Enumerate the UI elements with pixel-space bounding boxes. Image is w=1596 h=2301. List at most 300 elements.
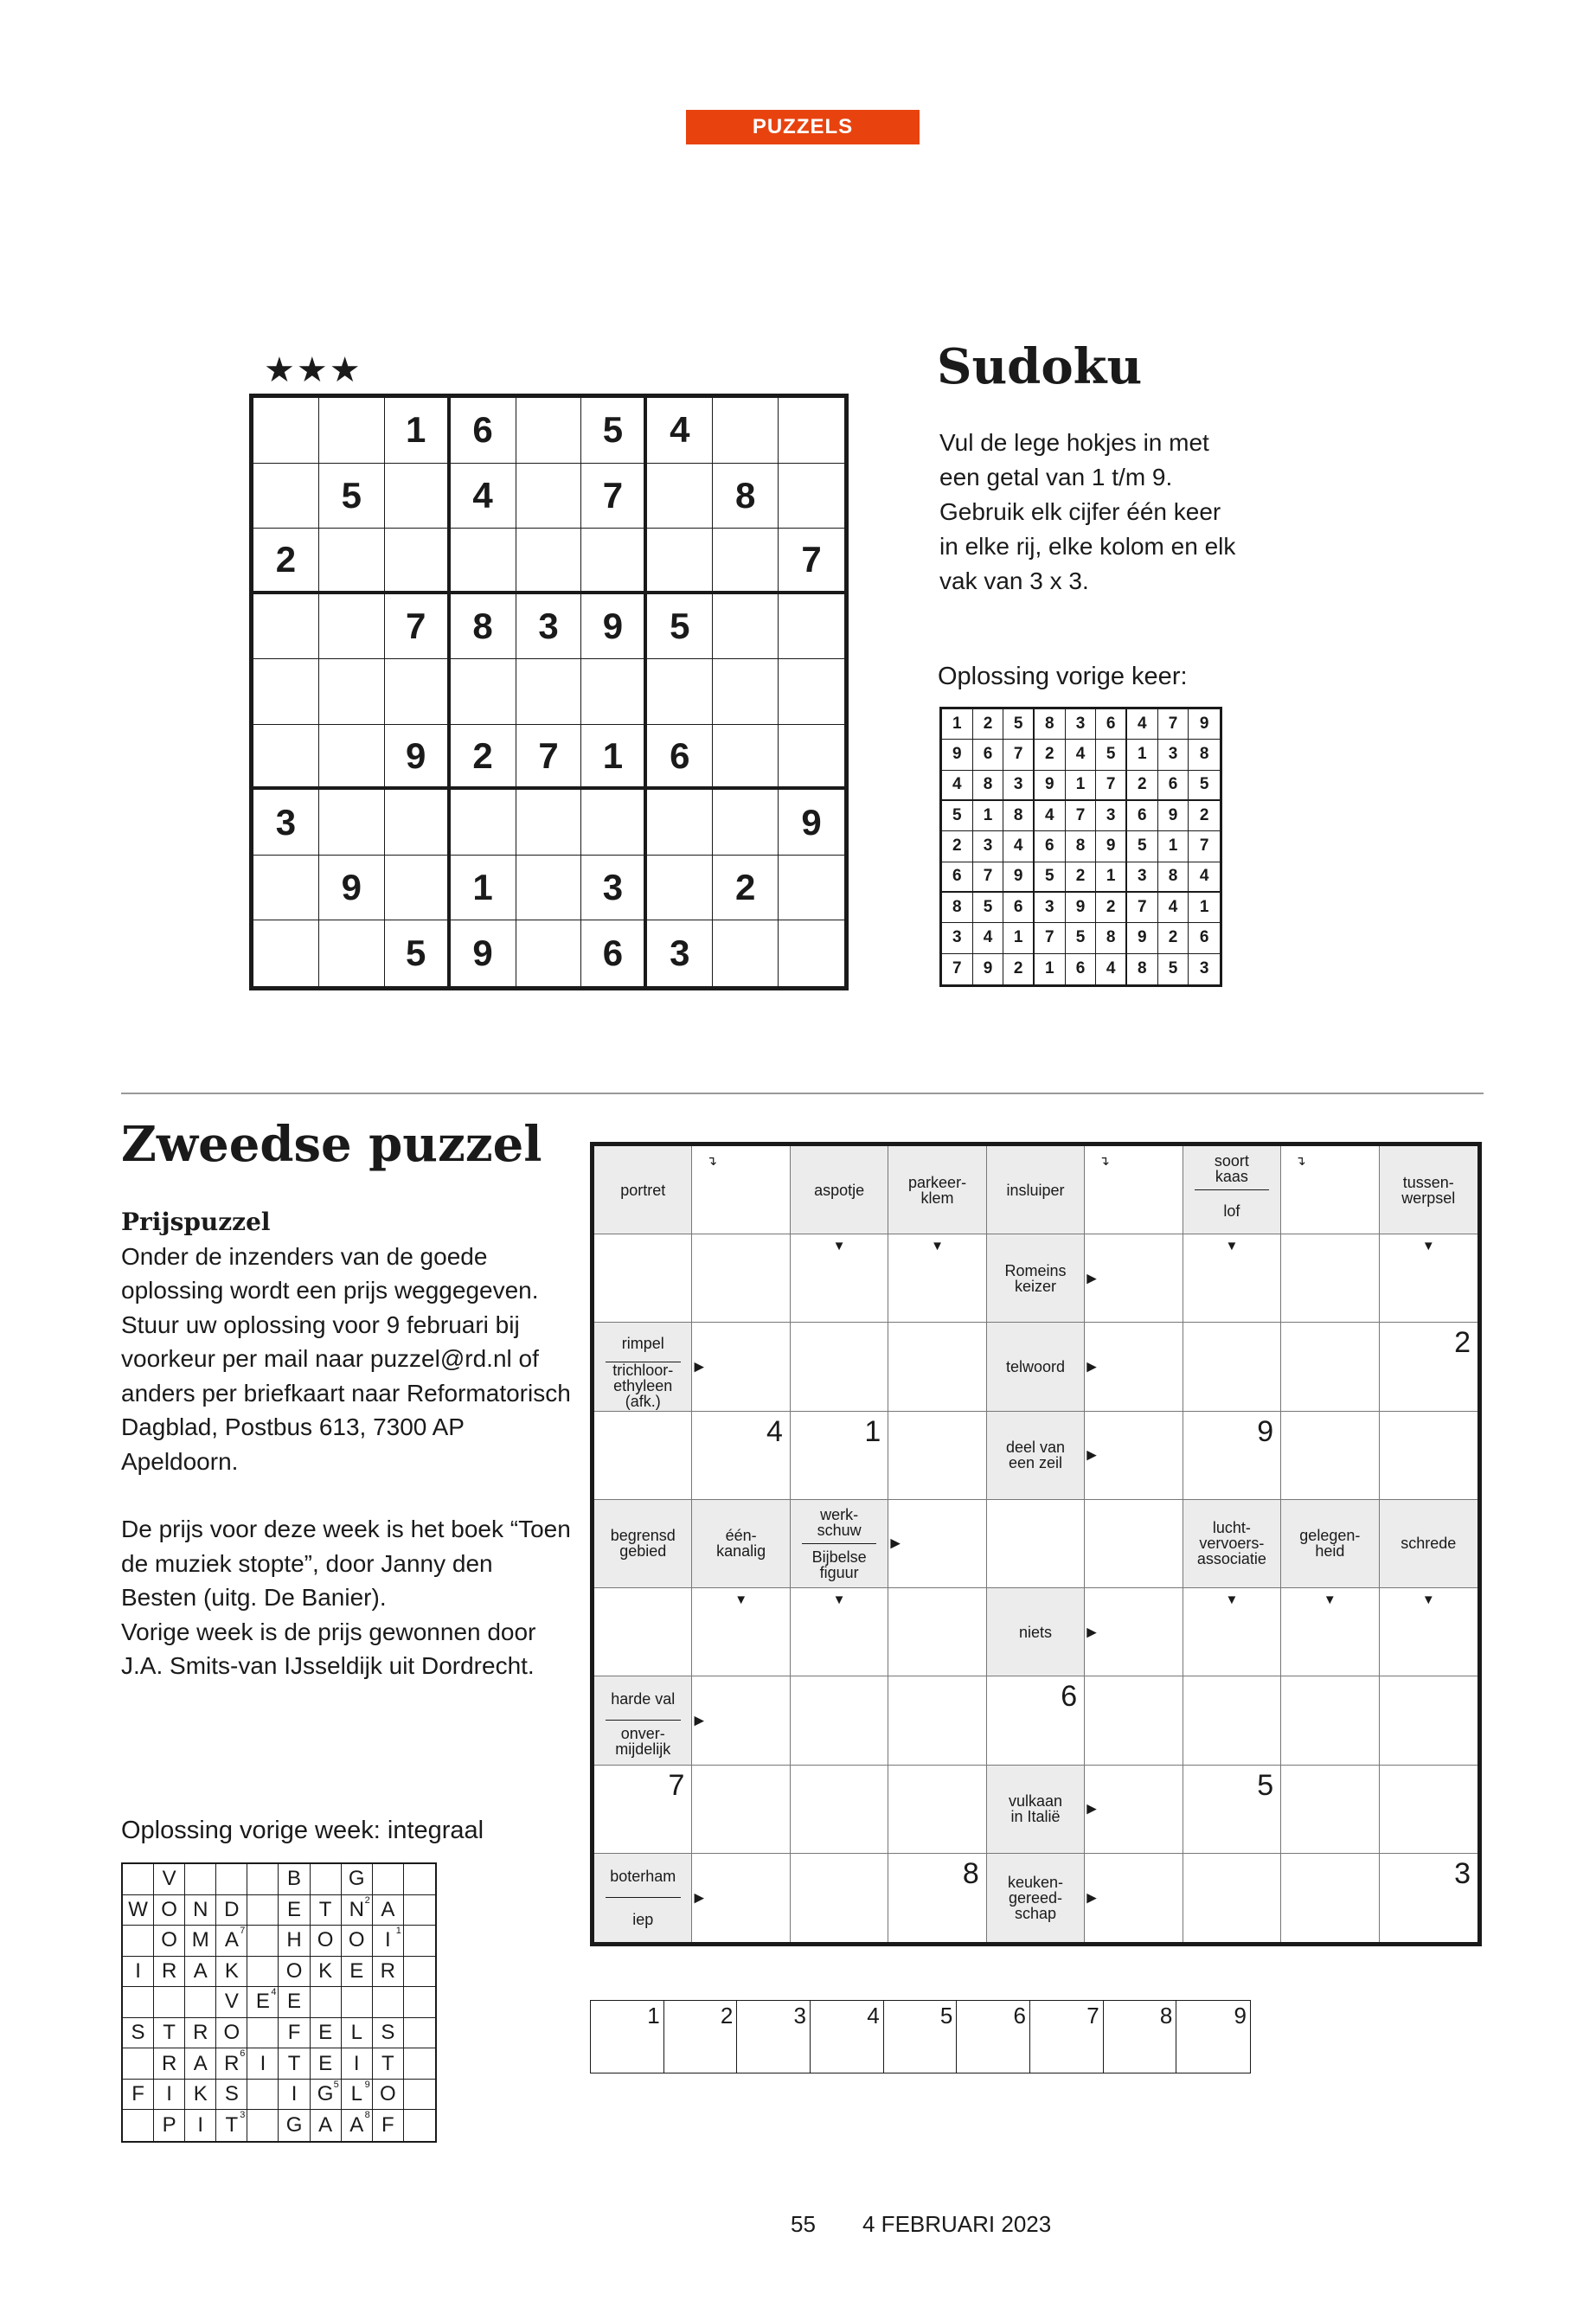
sudoku-cell[interactable] — [451, 529, 516, 594]
sudoku-cell[interactable]: 7 — [385, 594, 451, 660]
answer-cell[interactable] — [888, 1588, 986, 1676]
solution-cell: 9 — [1189, 709, 1220, 740]
sudoku-cell[interactable] — [581, 790, 647, 856]
sudoku-cell[interactable]: 8 — [451, 594, 516, 660]
sudoku-cell[interactable] — [713, 529, 779, 594]
answer-cell[interactable] — [1085, 1676, 1183, 1765]
sudoku-cell[interactable] — [385, 856, 451, 921]
answer-cell[interactable] — [1380, 1323, 1477, 1411]
answer-cell[interactable] — [888, 1323, 986, 1411]
answer-box-number: 1 — [647, 2003, 660, 2029]
answer-cell[interactable] — [1183, 1234, 1281, 1323]
sudoku-cell[interactable] — [779, 398, 844, 464]
solution-letter: O — [380, 2082, 396, 2106]
sudoku-cell[interactable] — [581, 529, 647, 594]
sudoku-cell[interactable]: 4 — [451, 464, 516, 529]
sudoku-cell[interactable] — [713, 920, 779, 986]
sudoku-cell[interactable]: 5 — [647, 594, 713, 660]
prize-heading: Prijspuzzel — [121, 1208, 271, 1236]
prize-winner: Vorige week is de prijs gewonnen door J.A. Smits-van IJsseldijk uit Dordrecht. — [121, 1618, 536, 1679]
sudoku-cell[interactable] — [647, 529, 713, 594]
clue-text-second: iep — [632, 1910, 654, 1928]
sudoku-cell[interactable] — [647, 856, 713, 921]
sudoku-cell[interactable] — [319, 920, 385, 986]
sudoku-cell[interactable]: 3 — [581, 856, 647, 921]
clue-text-second: trichloor- ethyleen (afk.) — [612, 1361, 674, 1410]
sudoku-cell[interactable]: 1 — [581, 725, 647, 791]
solution-number: 5 — [1257, 1768, 1274, 1802]
sudoku-cell[interactable] — [779, 856, 844, 921]
solution-cell: 8 — [1158, 862, 1189, 893]
sudoku-cell[interactable] — [253, 398, 319, 464]
sudoku-cell[interactable] — [385, 659, 451, 725]
previous-week-label: Oplossing vorige week: integraal — [121, 1817, 484, 1844]
solution-letter-cell — [311, 1957, 342, 1988]
sudoku-cell[interactable] — [253, 659, 319, 725]
clue-text-second: onver- mijdelijk — [615, 1725, 671, 1759]
solution-cell: 9 — [942, 740, 973, 770]
solution-cell: 9 — [1003, 862, 1035, 893]
solution-letter-cell — [311, 1864, 342, 1895]
answer-cell[interactable] — [1281, 1234, 1379, 1323]
answer-cell[interactable] — [1380, 1676, 1477, 1765]
answer-cell[interactable] — [1085, 1323, 1183, 1411]
answer-cell[interactable] — [1085, 1146, 1183, 1234]
section-label: PUZZELS — [686, 110, 920, 144]
sudoku-cell[interactable] — [385, 790, 451, 856]
sudoku-cell[interactable]: 5 — [319, 464, 385, 529]
solution-letter: A — [193, 1958, 208, 1983]
solution-letter-cell — [216, 2080, 247, 2111]
solution-letter-cell — [311, 1895, 342, 1926]
clue-cell — [791, 1146, 888, 1234]
sudoku-cell[interactable] — [385, 529, 451, 594]
solution-letter-cell — [123, 1895, 154, 1926]
arrow-right-icon: ▶ — [1086, 1625, 1097, 1640]
answer-cell[interactable] — [1183, 1854, 1281, 1942]
solution-letter: E — [318, 2051, 333, 2075]
solution-letter-cell — [216, 1864, 247, 1895]
solution-letter: I — [197, 2113, 204, 2138]
solution-cell: 2 — [1158, 923, 1189, 953]
answer-cell[interactable] — [1281, 1588, 1379, 1676]
answer-cell[interactable] — [1085, 1588, 1183, 1676]
solution-letter-cell — [311, 1987, 342, 2018]
solution-letter: O — [285, 1958, 303, 1983]
answer-box[interactable] — [591, 2001, 664, 2073]
arrow-down-icon: ▼ — [1225, 1239, 1239, 1254]
sudoku-cell[interactable]: 6 — [647, 725, 713, 791]
solution-cell: 8 — [1096, 923, 1127, 953]
sudoku-cell[interactable]: 9 — [581, 594, 647, 660]
answer-cell[interactable] — [1085, 1766, 1183, 1854]
solution-cell: 4 — [973, 923, 1004, 953]
solution-number-mark: 5 — [333, 2079, 339, 2090]
solution-letter: K — [224, 1958, 239, 1983]
sudoku-cell[interactable]: 7 — [581, 464, 647, 529]
sudoku-cell[interactable] — [451, 659, 516, 725]
answer-cell[interactable] — [692, 1676, 790, 1765]
solution-cell: 8 — [1066, 831, 1097, 862]
solution-number: 1 — [864, 1414, 881, 1448]
answer-box[interactable] — [1176, 2001, 1250, 2073]
arrow-right-icon: ▶ — [1086, 1801, 1097, 1817]
answer-cell[interactable] — [594, 1588, 692, 1676]
sudoku-cell[interactable]: 2 — [713, 856, 779, 921]
solution-letter: G — [285, 2113, 303, 2138]
solution-cell: 5 — [1127, 831, 1158, 862]
sudoku-cell[interactable] — [319, 594, 385, 660]
answer-cell[interactable] — [888, 1676, 986, 1765]
answer-box[interactable] — [664, 2001, 738, 2073]
sudoku-cell[interactable] — [779, 725, 844, 791]
solution-cell: 3 — [1066, 709, 1097, 740]
solution-letter: T — [287, 2051, 301, 2075]
answer-cell[interactable] — [1183, 1766, 1281, 1854]
sudoku-cell[interactable]: 9 — [779, 790, 844, 856]
clue-text: insluiper — [1006, 1181, 1065, 1199]
sudoku-grid — [249, 394, 849, 990]
sudoku-cell[interactable]: 5 — [581, 398, 647, 464]
sudoku-cell[interactable]: 5 — [385, 920, 451, 986]
solution-cell: 7 — [973, 862, 1004, 893]
solution-letter: O — [348, 1928, 365, 1952]
sudoku-cell[interactable] — [713, 594, 779, 660]
sudoku-cell[interactable]: 7 — [779, 529, 844, 594]
solution-letter-cell — [154, 2110, 185, 2141]
solution-letter-cell — [185, 2080, 216, 2111]
clue-text: schrede — [1401, 1535, 1457, 1553]
sudoku-cell[interactable]: 3 — [516, 594, 582, 660]
solution-cell: 1 — [1127, 740, 1158, 770]
sudoku-cell[interactable] — [516, 529, 582, 594]
sudoku-cell[interactable] — [516, 920, 582, 986]
answer-cell[interactable] — [594, 1412, 692, 1500]
solution-cell: 6 — [1158, 771, 1189, 801]
solution-cell: 6 — [973, 740, 1004, 770]
answer-cell[interactable] — [1183, 1588, 1281, 1676]
answer-cell[interactable] — [1380, 1854, 1477, 1942]
answer-cell[interactable] — [888, 1766, 986, 1854]
answer-cell[interactable] — [1380, 1412, 1477, 1500]
answer-cell[interactable] — [1183, 1676, 1281, 1765]
solution-letter-cell — [247, 2110, 279, 2141]
arrow-down-icon: ↴ — [1099, 1154, 1110, 1169]
solution-number-mark: 8 — [364, 2110, 370, 2121]
answer-cell[interactable] — [791, 1766, 888, 1854]
arrow-down-icon: ▼ — [1421, 1239, 1435, 1254]
solution-letter-cell — [123, 2048, 154, 2080]
solution-cell: 9 — [1127, 923, 1158, 953]
answer-box[interactable] — [957, 2001, 1030, 2073]
sudoku-cell[interactable] — [516, 790, 582, 856]
clue-text: telwoord — [1005, 1358, 1065, 1376]
solution-letter-cell — [279, 1987, 310, 2018]
sudoku-cell[interactable] — [516, 659, 582, 725]
sudoku-cell[interactable]: 2 — [253, 529, 319, 594]
solution-cell: 3 — [973, 831, 1004, 862]
clue-text: aspotje — [814, 1181, 865, 1199]
sudoku-cell[interactable] — [516, 464, 582, 529]
answer-cell[interactable] — [692, 1412, 790, 1500]
solution-letter: O — [161, 1928, 177, 1952]
solution-letter-cell — [247, 2048, 279, 2080]
answer-cell[interactable] — [1281, 1854, 1379, 1942]
answer-cell[interactable] — [1281, 1676, 1379, 1765]
previous-week-solution-grid — [121, 1862, 437, 2143]
solution-letter: R — [161, 2051, 177, 2075]
answer-cell[interactable] — [692, 1766, 790, 1854]
solution-cell: 8 — [942, 893, 973, 923]
sudoku-cell[interactable] — [253, 725, 319, 791]
sudoku-cell[interactable]: 3 — [253, 790, 319, 856]
solution-cell: 2 — [1003, 954, 1035, 984]
solution-cell: 3 — [1035, 893, 1066, 923]
answer-box[interactable] — [884, 2001, 958, 2073]
solution-letter: N — [193, 1897, 208, 1921]
solution-letter-cell — [279, 2048, 310, 2080]
solution-cell: 8 — [1003, 801, 1035, 831]
solution-cell: 2 — [1035, 740, 1066, 770]
solution-letter-cell — [342, 1987, 373, 2018]
solution-letter: E — [287, 1990, 302, 2014]
page-number: 55 — [791, 2211, 816, 2237]
sudoku-cell[interactable] — [779, 659, 844, 725]
sudoku-cell[interactable]: 7 — [516, 725, 582, 791]
solution-letter-cell — [247, 2018, 279, 2049]
answer-cell[interactable] — [791, 1588, 888, 1676]
sudoku-cell[interactable] — [713, 398, 779, 464]
solution-letter-cell — [154, 2018, 185, 2049]
answer-cell[interactable] — [1380, 1234, 1477, 1323]
solution-cell: 7 — [1066, 801, 1097, 831]
solution-letter-cell — [373, 1957, 404, 1988]
answer-cell[interactable] — [1281, 1412, 1379, 1500]
solution-letter-cell — [123, 1987, 154, 2018]
solution-letter-cell — [311, 2018, 342, 2049]
answer-cell[interactable] — [888, 1500, 986, 1588]
sudoku-cell[interactable] — [319, 790, 385, 856]
solution-letter-cell — [373, 2048, 404, 2080]
solution-letter-cell — [216, 2110, 247, 2141]
sudoku-cell[interactable]: 9 — [319, 856, 385, 921]
sudoku-cell[interactable] — [319, 659, 385, 725]
answer-cell[interactable] — [987, 1500, 1085, 1588]
sudoku-instructions: Vul de lege hokjes in met een getal van 1 t/m 9. Gebruik elk cijfer één keer in elke rij, elke kolom en elk vak van 3 x 3. — [939, 429, 1236, 594]
solution-cell: 3 — [1199, 959, 1209, 978]
clue-text: rimpel — [621, 1334, 664, 1352]
answer-cell[interactable] — [791, 1323, 888, 1411]
sudoku-cell[interactable]: 6 — [581, 920, 647, 986]
solution-letter: T — [225, 2113, 239, 2138]
solution-cell: 3 — [942, 923, 973, 953]
answer-cell[interactable] — [791, 1854, 888, 1942]
solution-letter-cell — [279, 1864, 310, 1895]
solution-letter: F — [287, 2021, 301, 2045]
answer-box[interactable] — [1104, 2001, 1177, 2073]
answer-cell[interactable] — [1085, 1500, 1183, 1588]
solution-letter: I — [291, 2082, 298, 2106]
solution-letter: B — [287, 1867, 302, 1891]
sudoku-cell[interactable] — [581, 659, 647, 725]
solution-letter-cell — [342, 2110, 373, 2141]
solution-cell: 9 — [973, 954, 1004, 984]
answer-cell[interactable] — [1281, 1323, 1379, 1411]
answer-cell[interactable] — [791, 1234, 888, 1323]
solution-number: 7 — [668, 1768, 685, 1802]
arrow-right-icon: ▶ — [1086, 1447, 1097, 1463]
solution-cell: 5 — [1035, 862, 1066, 893]
solution-letter: E — [318, 2021, 333, 2045]
solution-letter: E — [255, 1990, 270, 2014]
sudoku-cell[interactable]: 2 — [451, 725, 516, 791]
answer-cell[interactable] — [1183, 1323, 1281, 1411]
solution-cell: 7 — [1096, 771, 1127, 801]
answer-cell[interactable] — [1380, 1588, 1477, 1676]
clue-cell — [594, 1146, 692, 1234]
solution-letter-cell — [247, 1926, 279, 1957]
solution-letter-cell — [154, 2048, 185, 2080]
solution-letter: F — [131, 2082, 144, 2106]
answer-cell[interactable] — [791, 1676, 888, 1765]
clue-cell — [888, 1146, 986, 1234]
answer-cell[interactable] — [1380, 1766, 1477, 1854]
sudoku-cell[interactable] — [385, 464, 451, 529]
sudoku-cell[interactable]: 9 — [451, 920, 516, 986]
answer-box-number: 4 — [867, 2003, 880, 2029]
solution-letter-cell — [342, 1895, 373, 1926]
solution-cell: 1 — [1066, 771, 1097, 801]
clue-cell — [1380, 1500, 1477, 1588]
solution-number: 4 — [766, 1414, 783, 1448]
solution-letter: S — [381, 2021, 395, 2045]
answer-cell[interactable] — [1085, 1234, 1183, 1323]
sudoku-cell[interactable] — [253, 920, 319, 986]
sudoku-cell[interactable]: 4 — [647, 398, 713, 464]
sudoku-cell[interactable] — [779, 594, 844, 660]
sudoku-cell[interactable]: 8 — [713, 464, 779, 529]
sudoku-cell[interactable] — [253, 464, 319, 529]
sudoku-cell[interactable] — [516, 398, 582, 464]
answer-cell[interactable] — [888, 1854, 986, 1942]
solution-letter-cell — [404, 1864, 435, 1895]
arrow-right-icon: ▶ — [1086, 1359, 1097, 1375]
solution-cell: 4 — [1003, 831, 1035, 862]
answer-cell[interactable] — [692, 1588, 790, 1676]
solution-cell: 1 — [1158, 831, 1189, 862]
answer-cell[interactable] — [888, 1234, 986, 1323]
arrow-down-icon: ▼ — [832, 1239, 846, 1254]
solution-letter-cell — [342, 2048, 373, 2080]
answer-cell[interactable] — [692, 1323, 790, 1411]
sudoku-cell[interactable] — [779, 464, 844, 529]
answer-cell[interactable] — [987, 1676, 1085, 1765]
clue-text-second: lof — [1223, 1202, 1240, 1221]
sudoku-cell[interactable]: 1 — [385, 398, 451, 464]
clue-cell — [1183, 1500, 1281, 1588]
solution-letter-cell — [311, 2080, 342, 2111]
sudoku-cell[interactable] — [451, 790, 516, 856]
solution-cell: 6 — [1189, 923, 1220, 953]
solution-letter-cell — [404, 1895, 435, 1926]
answer-cell[interactable] — [692, 1146, 790, 1234]
clue-text: portret — [620, 1181, 666, 1199]
sudoku-cell[interactable] — [319, 529, 385, 594]
answer-cell[interactable] — [594, 1234, 692, 1323]
solution-letter: R — [193, 2021, 208, 2045]
answer-cell[interactable] — [594, 1766, 692, 1854]
solution-letter-cell — [279, 1926, 310, 1957]
solution-number: 3 — [1454, 1856, 1471, 1890]
solution-letter-cell — [279, 1957, 310, 1988]
sudoku-title: Sudoku — [937, 338, 1143, 395]
sudoku-cell[interactable] — [713, 659, 779, 725]
answer-cell[interactable] — [1281, 1146, 1379, 1234]
sudoku-cell[interactable]: 1 — [451, 856, 516, 921]
solution-number: 6 — [1061, 1680, 1078, 1714]
sudoku-cell[interactable] — [713, 725, 779, 791]
solution-letter-cell — [123, 2080, 154, 2111]
answer-cell[interactable] — [692, 1234, 790, 1323]
answer-box-number: 7 — [1086, 2003, 1099, 2029]
sudoku-cell[interactable] — [253, 594, 319, 660]
sudoku-cell[interactable]: 9 — [385, 725, 451, 791]
solution-cell: 2 — [973, 709, 1004, 740]
sudoku-cell[interactable] — [779, 920, 844, 986]
solution-letter: M — [191, 1928, 209, 1952]
answer-cell[interactable] — [791, 1412, 888, 1500]
solution-cell: 8 — [1189, 740, 1220, 770]
prize-book: De prijs voor deze week is het boek “Toen de muziek stopte”, door Janny den Besten (uitg. De Banier). — [121, 1516, 571, 1611]
solution-letter-cell — [404, 1957, 435, 1988]
answer-cell[interactable] — [1085, 1412, 1183, 1500]
solution-cell: 1 — [973, 801, 1004, 831]
solution-cell: 1 — [1096, 862, 1127, 893]
solution-letter: A — [318, 2113, 333, 2138]
answer-box[interactable] — [737, 2001, 811, 2073]
solution-letter-cell — [154, 1864, 185, 1895]
solution-letter: L — [350, 2082, 362, 2106]
arrow-down-icon: ▼ — [931, 1239, 944, 1254]
sudoku-cell[interactable]: 6 — [451, 398, 516, 464]
solution-number-mark: 1 — [395, 1926, 401, 1937]
clue-cell — [1281, 1500, 1379, 1588]
answer-box[interactable] — [1030, 2001, 1104, 2073]
sudoku-cell[interactable] — [713, 790, 779, 856]
answer-cell[interactable] — [888, 1412, 986, 1500]
answer-cell[interactable] — [1183, 1412, 1281, 1500]
clue-cell — [692, 1500, 790, 1588]
sudoku-cell[interactable] — [647, 464, 713, 529]
sudoku-cell[interactable]: 3 — [647, 920, 713, 986]
solution-cell: 5 — [1189, 771, 1220, 801]
sudoku-cell[interactable] — [647, 659, 713, 725]
sudoku-cell[interactable] — [647, 790, 713, 856]
solution-letter: R — [161, 1958, 177, 1983]
solution-letter-cell — [154, 2080, 185, 2111]
answer-box[interactable] — [811, 2001, 884, 2073]
sudoku-cell[interactable] — [253, 856, 319, 921]
solution-cell: 6 — [1003, 893, 1035, 923]
clue-cell — [987, 1146, 1085, 1234]
clue-text: tussen- werpsel — [1401, 1173, 1456, 1207]
answer-cell[interactable] — [692, 1854, 790, 1942]
answer-cell[interactable] — [1085, 1854, 1183, 1942]
sudoku-cell[interactable] — [319, 725, 385, 791]
sudoku-cell[interactable] — [516, 856, 582, 921]
sudoku-cell[interactable] — [319, 398, 385, 464]
answer-cell[interactable] — [1281, 1766, 1379, 1854]
